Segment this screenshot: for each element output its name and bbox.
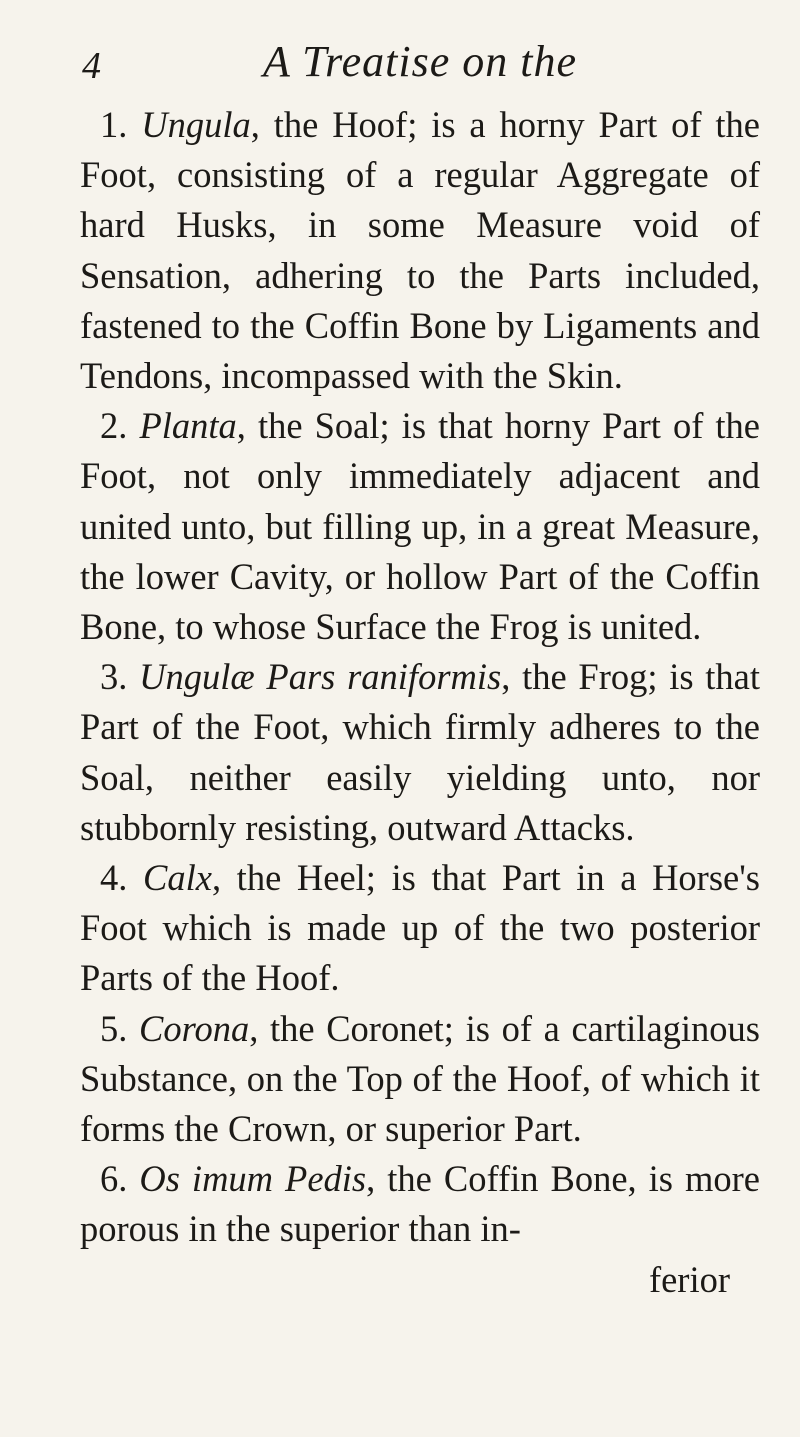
entry-text: , the Coronet; is of a cartilaginous Substance, on the Top of the Hoof, of which it forms the Crown, or superior Part.: [80, 1007, 760, 1150]
entry-planta: [80, 401, 760, 652]
page-number: 4: [82, 45, 101, 87]
entry-number: 1.: [100, 104, 128, 145]
entry-ungula: [80, 100, 760, 401]
entry-term: Corona: [139, 1007, 250, 1049]
entry-coffin-bone: [80, 1154, 760, 1254]
entry-frog: [80, 652, 760, 853]
entry-text: , the Coffin Bone, is more porous in the superior than in-: [80, 1158, 760, 1250]
entry-text: , the Heel; is that Part in a Horse's Foot which is made up of the two posterior Parts of the Hoof.: [80, 857, 761, 999]
entry-term: Calx: [143, 857, 212, 899]
entry-term: Ungulæ Pars raniformis: [139, 656, 502, 698]
entry-number: 6.: [100, 1158, 128, 1200]
entry-number: 4.: [100, 857, 128, 899]
entry-number: 5.: [100, 1007, 128, 1049]
entry-corona: [80, 1004, 760, 1155]
body-text: [80, 100, 760, 1305]
entry-text: , the Soal; is that horny Part of the Foot, not only immediately adjacent and united unto, but filling up, in a great Measure, the lower Cavity, or hollow Part of the Coffin Bone, to whose Surface the Frog is united.: [80, 405, 760, 648]
page-header: [80, 36, 760, 96]
entry-term: Planta: [139, 405, 237, 447]
entry-text: , the Hoof; is a horny Part of the Foot, consisting of a regular Aggregate of hard Husks, in some Measure void of Sensation, adhering to the Parts included, fastened to the Coffin Bone by Ligaments and Tendons, incompassed with the Skin.: [80, 104, 761, 397]
running-title: A Treatise on the: [263, 37, 577, 86]
entry-term: Os imum Pedis: [139, 1158, 367, 1200]
entry-number: 3.: [100, 656, 128, 698]
catchword: ferior: [648, 1258, 730, 1300]
entry-term: Ungula: [141, 104, 251, 145]
entry-number: 2.: [100, 405, 128, 447]
entry-calx: [80, 853, 760, 1004]
entry-text: , the Frog; is that Part of the Foot, which firmly adheres to the Soal, neither easily yielding unto, nor stubbornly resisting, outward Attacks.: [80, 656, 760, 848]
